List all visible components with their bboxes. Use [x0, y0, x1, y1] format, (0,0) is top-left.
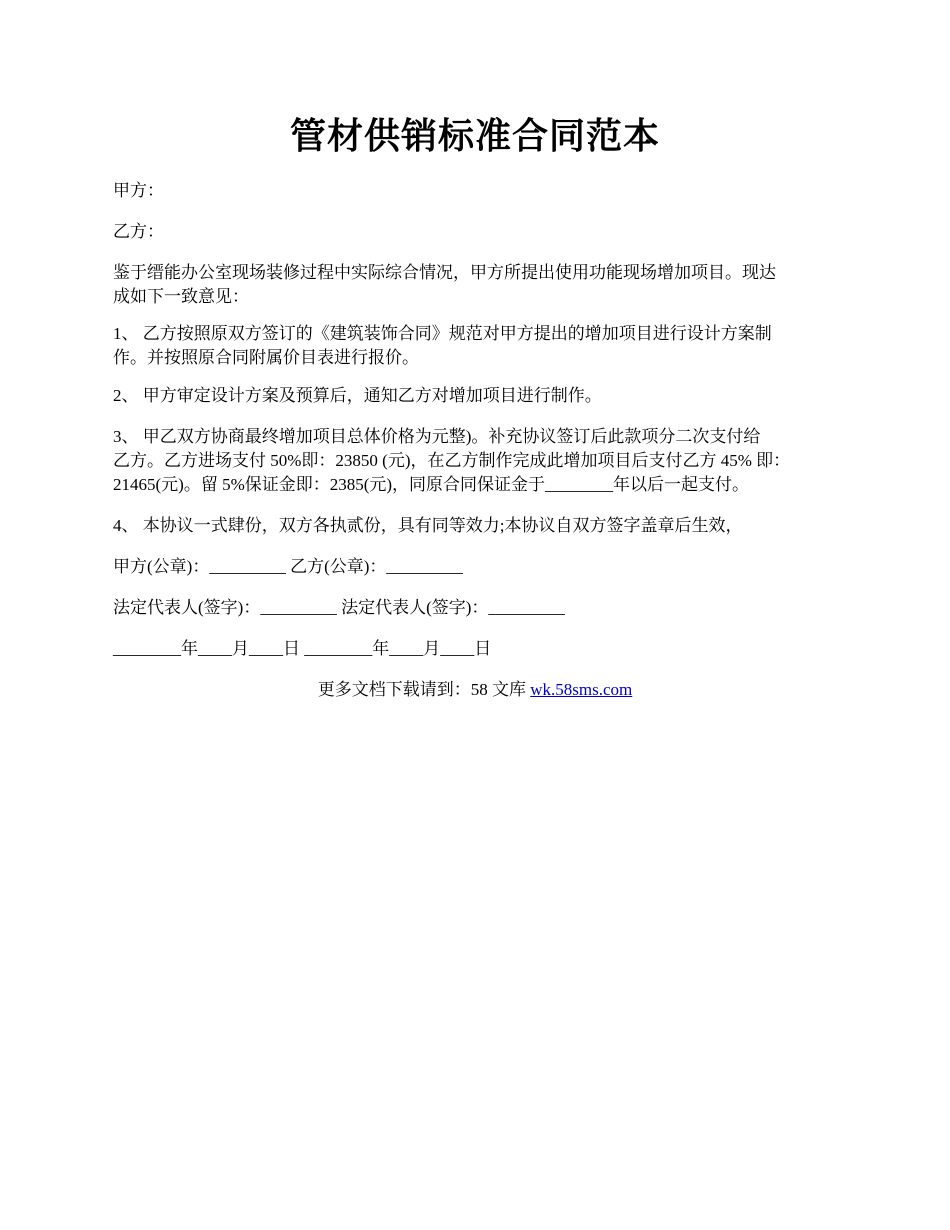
intro-paragraph	[113, 261, 841, 309]
clause-1-line-2: 作。并按照原合同附属价目表进行报价。	[113, 348, 419, 367]
party-a-label: 甲方：	[113, 181, 164, 200]
clause-2: 2、 甲方审定设计方案及预算后，通知乙方对增加项目进行制作。	[113, 386, 602, 405]
clause-3	[113, 425, 841, 497]
clause-3-line-3: 21465(元)。留 5%保证金即：2385(元)，同原合同保证金于________年以后一起支付。	[113, 475, 750, 494]
footer-download-note	[113, 678, 837, 702]
clause-3-line-2: 乙方。乙方进场支付 50%即：23850 (元)，在乙方制作完成此增加项目后支付乙方 45% 即：	[113, 451, 791, 470]
intro-line-2: 成如下一致意见：	[113, 287, 249, 306]
clause-1	[113, 322, 841, 370]
footer-link[interactable]: wk.58sms.com	[530, 680, 633, 699]
footer-prefix: 更多文档下载请到：58 文库	[317, 680, 531, 699]
clause-3-line-1: 3、 甲乙双方协商最终增加项目总体价格为元整)。补充协议签订后此款项分二次支付给	[113, 427, 761, 446]
party-b-label: 乙方：	[113, 222, 164, 241]
clause-4: 4、 本协议一式肆份，双方各执贰份，具有同等效力;本协议自双方签字盖章后生效，	[113, 516, 743, 535]
date-line: ________年____月____日 ________年____月____日	[113, 639, 492, 658]
intro-line-1: 鉴于缙能办公室现场装修过程中实际综合情况，甲方所提出使用功能现场增加项目。现达	[113, 263, 776, 282]
clause-1-line-1: 1、 乙方按照原双方签订的《建筑装饰合同》规范对甲方提出的增加项目进行设计方案制	[113, 324, 772, 343]
representative-signature-line: 法定代表人(签字)：_________ 法定代表人(签字)：_________	[113, 598, 565, 617]
document-title: 管材供销标准合同范本	[289, 115, 660, 157]
seal-signature-line: 甲方(公章)：_________ 乙方(公章)：_________	[113, 557, 463, 576]
